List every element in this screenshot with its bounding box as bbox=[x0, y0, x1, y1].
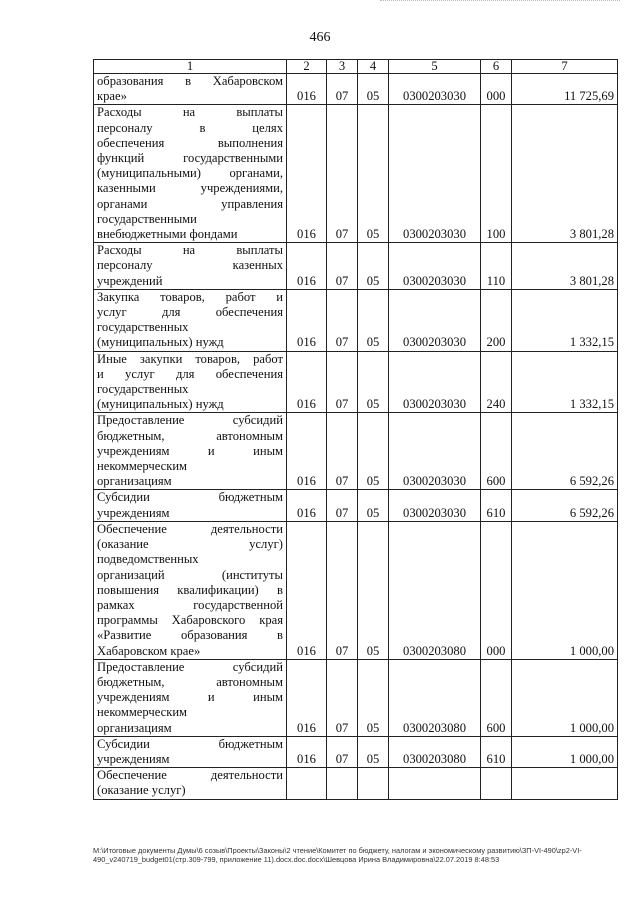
subsection-code: 05 bbox=[358, 243, 389, 290]
description-line: (муниципальными) органами, bbox=[97, 166, 283, 181]
description-line: образования в Хабаровском bbox=[97, 74, 283, 88]
description-line: повышения квалификации) в bbox=[97, 582, 283, 597]
subsection-code: 05 bbox=[358, 351, 389, 413]
subsection-code: 05 bbox=[358, 521, 389, 659]
ministry-code: 016 bbox=[287, 243, 327, 290]
subsection-code: 05 bbox=[358, 659, 389, 736]
description-line: Хабаровском крае» bbox=[97, 643, 201, 658]
target-article-code bbox=[389, 768, 481, 799]
section-code: 07 bbox=[327, 105, 358, 243]
description-line: Обеспечение деятельности bbox=[97, 521, 283, 536]
description-line: Предоставление субсидий bbox=[97, 413, 283, 428]
table-row bbox=[94, 490, 618, 521]
subsection-code: 05 bbox=[358, 413, 389, 490]
description-line: обеспечения выполнения bbox=[97, 135, 283, 150]
column-header: 2 bbox=[287, 60, 327, 74]
description-line: (оказание услуг) bbox=[97, 537, 283, 552]
target-article-code: 0300203080 bbox=[389, 736, 481, 767]
expense-type-code: 600 bbox=[481, 413, 512, 490]
description-line: Субсидии бюджетным bbox=[97, 736, 283, 751]
description-line: государственных bbox=[97, 382, 189, 397]
description-line: «Развитие образования в bbox=[97, 628, 283, 643]
top-edge-marks bbox=[380, 0, 620, 4]
column-header: 7 bbox=[512, 60, 618, 74]
ministry-code: 016 bbox=[287, 74, 327, 105]
row-description bbox=[94, 768, 287, 799]
subsection-code: 05 bbox=[358, 289, 389, 351]
amount: 6 592,26 bbox=[512, 413, 618, 490]
ministry-code: 016 bbox=[287, 413, 327, 490]
description-line: организациям bbox=[97, 474, 172, 489]
ministry-code: 016 bbox=[287, 659, 327, 736]
section-code: 07 bbox=[327, 413, 358, 490]
amount: 1 332,15 bbox=[512, 289, 618, 351]
subsection-code: 05 bbox=[358, 74, 389, 105]
target-article-code: 0300203030 bbox=[389, 74, 481, 105]
expense-type-code: 000 bbox=[481, 74, 512, 105]
description-line: учреждениям bbox=[97, 505, 170, 520]
ministry-code: 016 bbox=[287, 736, 327, 767]
row-description bbox=[94, 289, 287, 351]
description-line: учреждениям bbox=[97, 751, 170, 766]
target-article-code: 0300203030 bbox=[389, 351, 481, 413]
row-description bbox=[94, 490, 287, 521]
header-row bbox=[94, 60, 618, 74]
expense-type-code: 000 bbox=[481, 521, 512, 659]
row-description bbox=[94, 736, 287, 767]
target-article-code: 0300203030 bbox=[389, 413, 481, 490]
target-article-code: 0300203030 bbox=[389, 490, 481, 521]
description-line: бюджетным, автономным bbox=[97, 674, 283, 689]
description-line: персоналу казенных bbox=[97, 258, 283, 273]
description-line: бюджетным, автономным bbox=[97, 428, 283, 443]
description-line: органами управления bbox=[97, 196, 283, 211]
description-line: организаций (институты bbox=[97, 567, 283, 582]
column-header: 5 bbox=[389, 60, 481, 74]
section-code: 07 bbox=[327, 289, 358, 351]
description-line: организациям bbox=[97, 720, 172, 735]
subsection-code bbox=[358, 768, 389, 799]
description-line: программы Хабаровского края bbox=[97, 613, 283, 628]
description-line: некоммерческим bbox=[97, 459, 188, 474]
description-line: и услуг для обеспечения bbox=[97, 366, 283, 381]
expense-type-code: 240 bbox=[481, 351, 512, 413]
table-row bbox=[94, 289, 618, 351]
amount: 6 592,26 bbox=[512, 490, 618, 521]
section-code: 07 bbox=[327, 351, 358, 413]
expense-type-code bbox=[481, 768, 512, 799]
section-code: 07 bbox=[327, 74, 358, 105]
row-description bbox=[94, 521, 287, 659]
description-line: некоммерческим bbox=[97, 705, 188, 720]
expense-type-code: 200 bbox=[481, 289, 512, 351]
description-line: Закупка товаров, работ и bbox=[97, 289, 283, 304]
description-line: рамках государственной bbox=[97, 597, 283, 612]
ministry-code: 016 bbox=[287, 105, 327, 243]
table-row bbox=[94, 74, 618, 105]
table-row bbox=[94, 243, 618, 290]
section-code: 07 bbox=[327, 736, 358, 767]
row-description bbox=[94, 351, 287, 413]
amount bbox=[512, 768, 618, 799]
description-line: учреждениям и иным bbox=[97, 443, 283, 458]
description-line: Субсидии бюджетным bbox=[97, 490, 283, 505]
table-row bbox=[94, 351, 618, 413]
document-path-footer: М:\Итоговые документы Думы\6 созыв\Проекты\Законы\2 чтение\Комитет по бюджету, налогам и экономическому развитию\ЗП-VI-490\zp2-VI-490_v240719_budget01(стр.309-799, приложение 11).docx.doc.docx\Шевцова Ирина Владимировна\22.07.2019 8:48:53 bbox=[93, 846, 582, 864]
table-row bbox=[94, 736, 618, 767]
column-header: 6 bbox=[481, 60, 512, 74]
section-code: 07 bbox=[327, 243, 358, 290]
amount: 1 332,15 bbox=[512, 351, 618, 413]
target-article-code: 0300203080 bbox=[389, 521, 481, 659]
target-article-code: 0300203030 bbox=[389, 289, 481, 351]
section-code: 07 bbox=[327, 659, 358, 736]
column-header: 1 bbox=[94, 60, 287, 74]
amount: 11 725,69 bbox=[512, 74, 618, 105]
description-line: (муниципальных) нужд bbox=[97, 335, 224, 350]
ministry-code: 016 bbox=[287, 490, 327, 521]
table-row bbox=[94, 521, 618, 659]
amount: 1 000,00 bbox=[512, 659, 618, 736]
section-code: 07 bbox=[327, 490, 358, 521]
table-row bbox=[94, 105, 618, 243]
table-row bbox=[94, 768, 618, 799]
expense-type-code: 100 bbox=[481, 105, 512, 243]
table-row bbox=[94, 659, 618, 736]
description-line: Обеспечение деятельности bbox=[97, 768, 283, 783]
row-description bbox=[94, 105, 287, 243]
ministry-code: 016 bbox=[287, 351, 327, 413]
description-line: (муниципальных) нужд bbox=[97, 397, 224, 412]
description-line: государственных bbox=[97, 320, 189, 335]
description-line: казенными учреждениями, bbox=[97, 181, 283, 196]
description-line: внебюджетными фондами bbox=[97, 227, 238, 242]
amount: 3 801,28 bbox=[512, 243, 618, 290]
description-line: Иные закупки товаров, работ bbox=[97, 351, 283, 366]
column-header: 4 bbox=[358, 60, 389, 74]
description-line: учреждениям и иным bbox=[97, 690, 283, 705]
amount: 1 000,00 bbox=[512, 736, 618, 767]
description-line: персоналу в целях bbox=[97, 120, 283, 135]
section-code bbox=[327, 768, 358, 799]
description-line: функций государственными bbox=[97, 151, 283, 166]
target-article-code: 0300203030 bbox=[389, 243, 481, 290]
table-row bbox=[94, 413, 618, 490]
row-description bbox=[94, 243, 287, 290]
description-line: подведомственных bbox=[97, 552, 199, 567]
description-line: Предоставление субсидий bbox=[97, 659, 283, 674]
row-description bbox=[94, 413, 287, 490]
row-description bbox=[94, 74, 287, 105]
description-line: услуг для обеспечения bbox=[97, 305, 283, 320]
expense-type-code: 110 bbox=[481, 243, 512, 290]
subsection-code: 05 bbox=[358, 105, 389, 243]
expense-type-code: 600 bbox=[481, 659, 512, 736]
amount: 1 000,00 bbox=[512, 521, 618, 659]
ministry-code bbox=[287, 768, 327, 799]
page-number: 466 bbox=[309, 30, 331, 45]
subsection-code: 05 bbox=[358, 490, 389, 521]
row-description bbox=[94, 659, 287, 736]
description-line: крае» bbox=[97, 89, 127, 104]
target-article-code: 0300203080 bbox=[389, 659, 481, 736]
ministry-code: 016 bbox=[287, 521, 327, 659]
description-line: (оказание услуг) bbox=[97, 783, 186, 798]
budget-table bbox=[93, 59, 618, 800]
section-code: 07 bbox=[327, 521, 358, 659]
ministry-code: 016 bbox=[287, 289, 327, 351]
amount: 3 801,28 bbox=[512, 105, 618, 243]
subsection-code: 05 bbox=[358, 736, 389, 767]
description-line: учреждений bbox=[97, 273, 163, 288]
target-article-code: 0300203030 bbox=[389, 105, 481, 243]
column-header: 3 bbox=[327, 60, 358, 74]
expense-type-code: 610 bbox=[481, 736, 512, 767]
expense-type-code: 610 bbox=[481, 490, 512, 521]
description-line: Расходы на выплаты bbox=[97, 105, 283, 120]
description-line: Расходы на выплаты bbox=[97, 243, 283, 258]
description-line: государственными bbox=[97, 211, 197, 226]
